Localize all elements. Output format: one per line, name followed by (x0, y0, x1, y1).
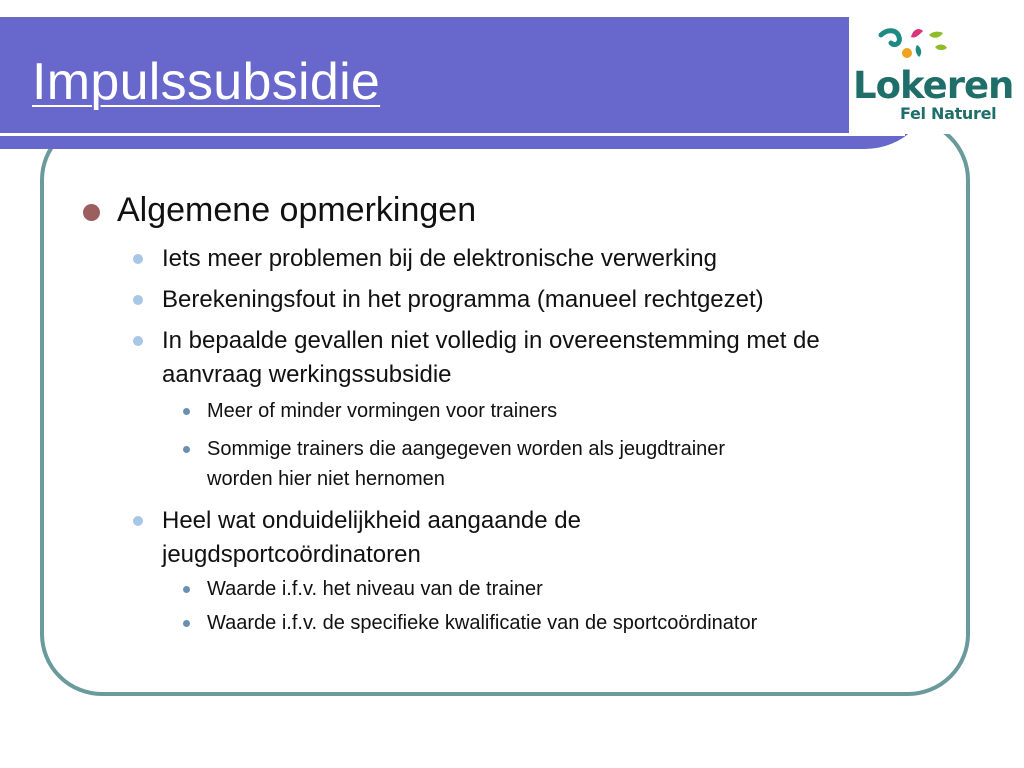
bullet-dot-icon (133, 336, 143, 346)
slide-title[interactable]: Impulssubsidie (32, 53, 381, 111)
bullet-dot-icon (183, 586, 190, 593)
bullet-dot-icon (83, 204, 100, 221)
logo-wordmark: Lokeren (853, 64, 1014, 107)
bullet-level2-item: In bepaalde gevallen niet volledig in overeenstemming met de (162, 327, 820, 354)
bullet-dot-icon (133, 295, 143, 305)
bullet-dot-icon (133, 254, 143, 264)
bullet-level2-continuation: aanvraag werkingssubsidie (162, 361, 452, 388)
bullet-level2-item: Berekeningsfout in het programma (manueel rechtgezet) (162, 286, 764, 313)
logo-tagline: Fel Naturel (900, 104, 997, 123)
bullet-level2-continuation: jeugdsportcoördinatoren (162, 541, 421, 568)
bullet-level2-item: Iets meer problemen bij de elektronische verwerking (162, 245, 717, 272)
bullet-dot-icon (183, 620, 190, 627)
bullet-level3-item: Waarde i.f.v. het niveau van de trainer (207, 578, 543, 600)
bullet-dot-icon (133, 516, 143, 526)
bullet-level3-item: Sommige trainers die aangegeven worden als jeugdtrainer (207, 438, 726, 460)
bullet-level3-item: Waarde i.f.v. de specifieke kwalificatie van de sportcoördinator (207, 612, 758, 634)
bullet-level2-item: Heel wat onduidelijkheid aangaande de (162, 507, 581, 534)
bullet-dot-icon (183, 446, 190, 453)
bullet-dot-icon (183, 408, 190, 415)
bullet-level1-algemene: Algemene opmerkingen (117, 191, 477, 229)
bullet-level3-continuation: worden hier niet hernomen (207, 468, 445, 490)
bullet-level3-item: Meer of minder vormingen voor trainers (207, 400, 558, 422)
